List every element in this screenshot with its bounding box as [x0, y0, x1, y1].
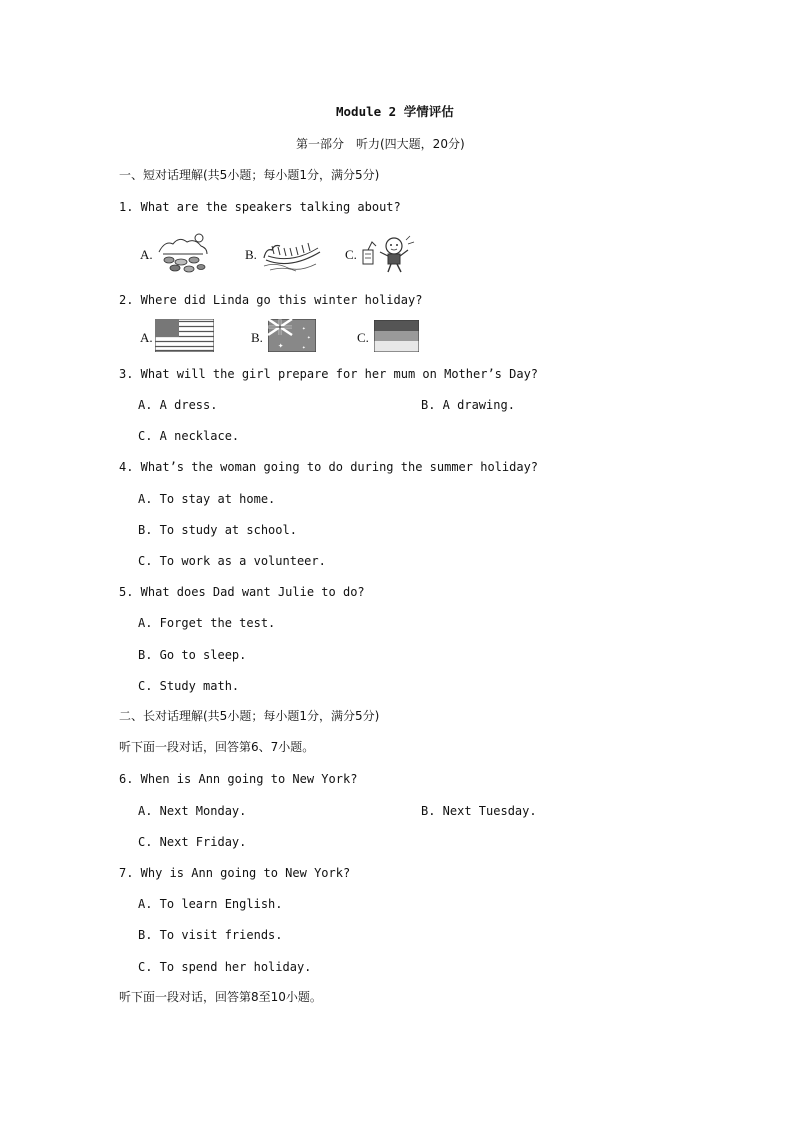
q6-option-c: C. Next Friday.	[138, 835, 247, 849]
section1-heading: 一、短对话理解(共5小题；每小题1分，满分5分)	[119, 168, 380, 182]
part-title: 第一部分 听力(四大题，20分)	[296, 137, 465, 151]
q7-option-c: C. To spend her holiday.	[138, 960, 312, 974]
page-title: Module 2 学情评估	[336, 104, 454, 119]
q5-option-c: C. Study math.	[138, 679, 240, 693]
q6-stem: 6. When is Ann going to New York?	[119, 772, 358, 786]
q1-stem: 1. What are the speakers talking about?	[119, 200, 401, 214]
section2-intro-2: 听下面一段对话，回答第8至10小题。	[119, 990, 322, 1004]
svg-text:✦: ✦	[302, 344, 306, 351]
q6-option-b: B. Next Tuesday.	[421, 804, 537, 818]
q7-option-b: B. To visit friends.	[138, 928, 283, 942]
q5-option-a: A. Forget the test.	[138, 616, 276, 630]
q1-option-a-label: A.	[140, 247, 153, 262]
australia-flag-icon	[268, 319, 316, 352]
section2-heading: 二、长对话理解(共5小题；每小题1分，满分5分)	[119, 709, 380, 723]
q1-option-b-label: B.	[245, 247, 257, 262]
svg-text:✦: ✦	[307, 334, 311, 341]
q2-option-b-label: B.	[251, 330, 263, 345]
q4-stem: 4. What’s the woman going to do during the summer holiday?	[119, 460, 539, 474]
q5-stem: 5. What does Dad want Julie to do?	[119, 585, 365, 599]
q2-option-c-label: C.	[357, 330, 369, 345]
mooncake-festival-picture-icon	[155, 232, 211, 274]
q6-option-a: A. Next Monday.	[138, 804, 247, 818]
q4-option-b: B. To study at school.	[138, 523, 297, 537]
q1-option-c-label: C.	[345, 247, 357, 262]
section2-intro-1: 听下面一段对话，回答第6、7小题。	[119, 740, 315, 754]
q2-option-a-label: A.	[140, 330, 153, 345]
svg-text:✦: ✦	[278, 341, 284, 351]
germany-flag-icon	[374, 320, 419, 352]
svg-text:✦: ✦	[302, 325, 306, 332]
q4-option-c: C. To work as a volunteer.	[138, 554, 326, 568]
q5-option-b: B. Go to sleep.	[138, 648, 247, 662]
q3-option-a: A. A dress.	[138, 398, 218, 412]
q2-stem: 2. Where did Linda go this winter holiday?	[119, 293, 423, 307]
q3-option-c: C. A necklace.	[138, 429, 240, 443]
q7-option-a: A. To learn English.	[138, 897, 283, 911]
q7-stem: 7. Why is Ann going to New York?	[119, 866, 351, 880]
q4-option-a: A. To stay at home.	[138, 492, 276, 506]
q3-option-b: B. A drawing.	[421, 398, 515, 412]
dragon-boat-picture-icon	[260, 236, 324, 274]
firecracker-boy-picture-icon	[360, 234, 416, 274]
q3-stem: 3. What will the girl prepare for her mum on Mother’s Day?	[119, 367, 539, 381]
usa-flag-icon	[155, 319, 214, 352]
